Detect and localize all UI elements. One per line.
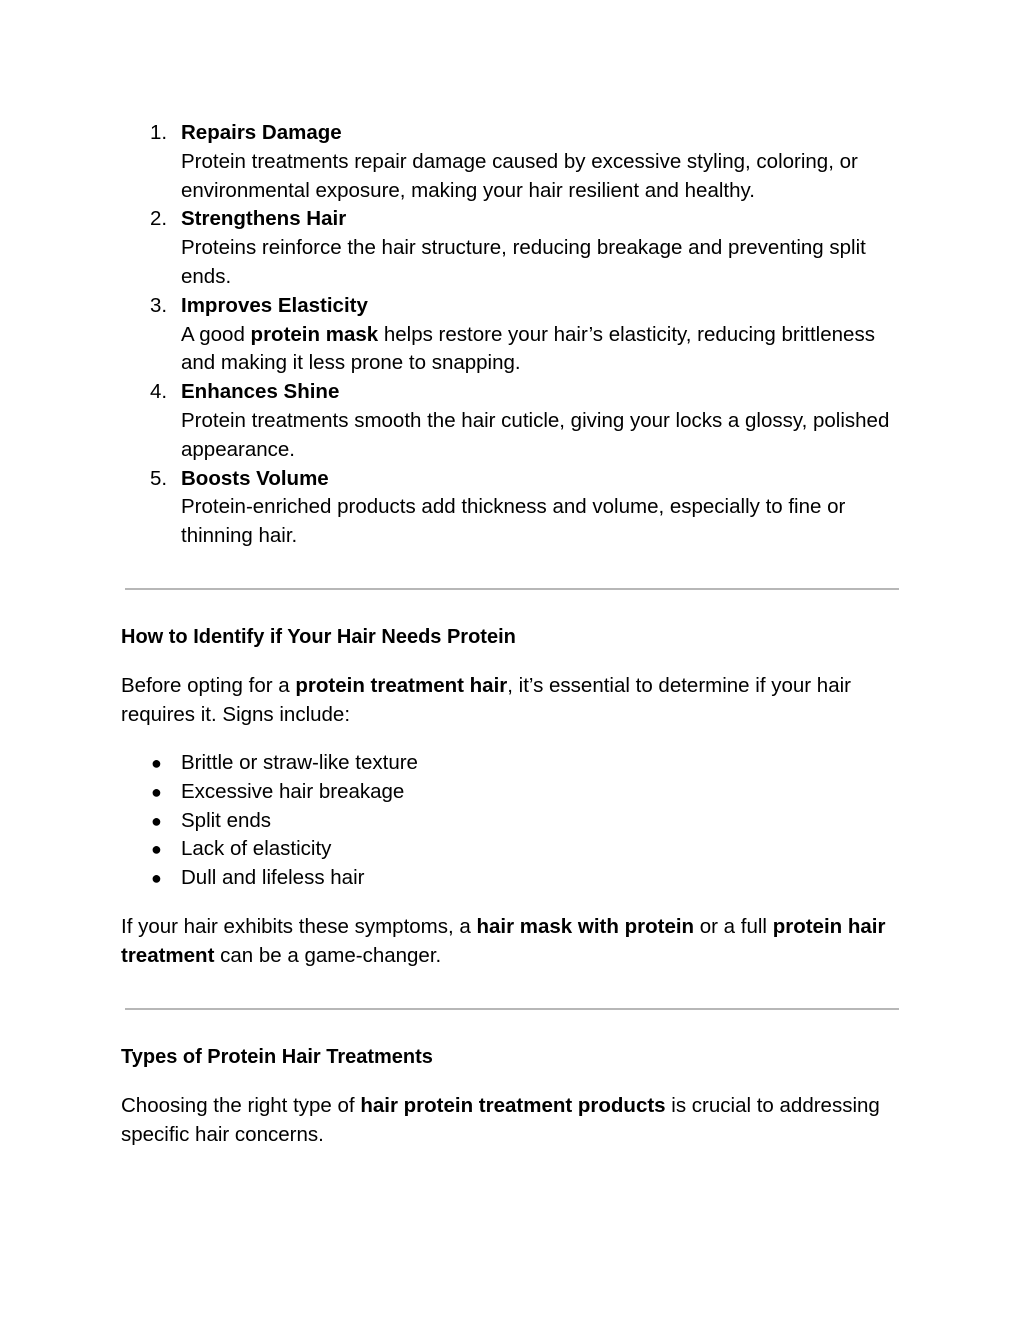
list-item [0, 778, 1024, 807]
horizontal-divider [125, 588, 899, 590]
horizontal-divider [125, 1008, 899, 1010]
list-item [0, 807, 1024, 836]
bold-text-run: hair mask with protein [476, 915, 695, 938]
text-run: Protein treatments smooth the hair cuticle, giving your locks a glossy, polished appearance. [181, 408, 890, 461]
text-run: helps restore your hair’s elasticity, reducing brittleness and making it less prone to snapping. [181, 322, 875, 375]
bullet-icon: ● [151, 810, 162, 831]
identify-outro-paragraph [121, 913, 911, 971]
types-intro-paragraph [121, 1092, 911, 1150]
text-run: Protein treatments repair damage caused by excessive styling, coloring, or environmental exposure, making your hair resilient and healthy. [181, 149, 858, 202]
benefit-item [0, 465, 1024, 551]
bold-text-run: protein hair treatment [121, 915, 886, 967]
section-heading-types: Types of Protein Hair Treatments [121, 1046, 433, 1068]
sign-text: Dull and lifeless hair [181, 866, 365, 890]
list-item [0, 864, 1024, 893]
sign-text: Split ends [181, 808, 272, 832]
list-item [0, 749, 1024, 778]
sign-text: Lack of elasticity [181, 837, 332, 861]
text-run: is crucial to addressing specific hair concerns. [121, 1094, 880, 1146]
benefits-list [0, 119, 1024, 551]
list-item [0, 835, 1024, 864]
text-run: Proteins reinforce the hair structure, reducing breakage and preventing split ends. [181, 236, 866, 288]
benefit-title: Strengthens Hair [181, 207, 347, 231]
section-heading-identify: How to Identify if Your Hair Needs Protein [121, 626, 516, 648]
benefit-description [181, 321, 906, 379]
benefit-description [181, 493, 906, 551]
bold-text-run: protein mask [250, 322, 379, 346]
text-run: or a full [694, 915, 773, 938]
benefit-item [0, 119, 1024, 205]
benefit-item [0, 205, 1024, 291]
text-run: , it’s essential to determine if your hair requires it. Signs include: [121, 674, 851, 726]
benefit-title: Boosts Volume [181, 466, 329, 490]
list-number: 2. [150, 207, 168, 231]
bullet-icon: ● [151, 868, 162, 889]
benefit-item [0, 378, 1024, 464]
benefit-title: Enhances Shine [181, 380, 340, 404]
benefit-item [0, 292, 1024, 378]
sign-text: Brittle or straw-like texture [181, 751, 418, 774]
list-number: 3. [150, 293, 168, 317]
sign-text: Excessive hair breakage [181, 779, 405, 803]
text-run: If your hair exhibits these symptoms, a [121, 915, 477, 938]
text-run: can be a game-changer. [214, 943, 442, 967]
text-run: Choosing the right type of [121, 1094, 361, 1117]
list-number: 4. [150, 380, 168, 404]
signs-list [0, 749, 1024, 893]
benefit-title: Repairs Damage [181, 121, 342, 144]
benefit-title: Improves Elasticity [181, 293, 368, 317]
bullet-icon: ● [151, 839, 162, 860]
list-number: 5. [150, 466, 168, 490]
text-run: A good [181, 322, 251, 346]
bullet-icon: ● [151, 753, 162, 773]
bold-text-run: protein treatment hair [295, 674, 508, 697]
list-number: 1. [150, 121, 168, 144]
identify-intro-paragraph [121, 672, 911, 730]
bold-text-run: hair protein treatment products [360, 1094, 666, 1117]
bullet-icon: ● [151, 781, 162, 802]
benefit-description [181, 148, 906, 206]
benefit-description [181, 407, 906, 465]
text-run: Protein-enriched products add thickness and volume, especially to fine or thinning hair. [181, 495, 846, 548]
text-run: Before opting for a [121, 674, 296, 697]
benefit-description [181, 234, 906, 292]
